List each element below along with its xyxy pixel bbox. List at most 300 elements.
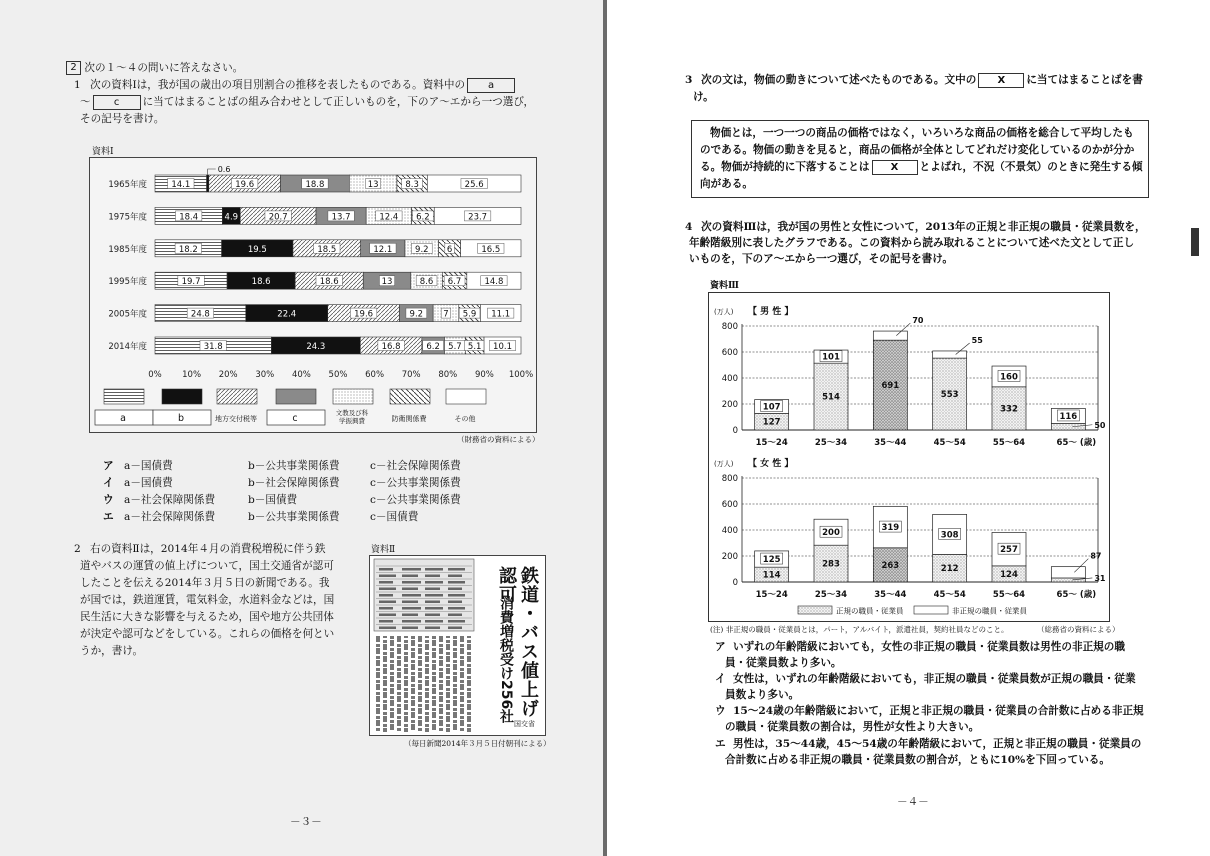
news-body-text <box>390 644 394 646</box>
news-body-text <box>460 684 464 688</box>
news-body-text <box>418 724 422 726</box>
news-body-text <box>446 696 450 698</box>
news-body-text <box>397 708 401 712</box>
news-body-text <box>446 728 450 732</box>
news-body-text <box>446 688 450 691</box>
news-body-text <box>376 636 380 640</box>
news-body-text <box>453 720 457 723</box>
news-body-text <box>425 680 429 684</box>
news-body-text <box>432 664 436 668</box>
news-body-text <box>397 644 401 647</box>
news-body-text <box>432 688 436 692</box>
value-label: 9.2 <box>415 244 429 255</box>
bar-nonregular <box>933 351 967 358</box>
news-body-text <box>404 636 408 638</box>
news-body-text <box>446 676 450 679</box>
legend-swatch <box>446 389 486 404</box>
news-body-text <box>404 648 408 650</box>
value-label: 12.4 <box>379 212 399 223</box>
news-table-text <box>402 568 421 571</box>
news-body-text <box>404 644 408 648</box>
choice-b: b－社会保障関係費 <box>248 477 340 489</box>
question-number-box: 2 <box>66 61 81 75</box>
news-body-text <box>397 728 401 731</box>
news-body-text <box>397 720 401 724</box>
news-body-text <box>397 680 401 683</box>
legend-swatch <box>390 389 430 404</box>
x-tick-label: 25～34 <box>814 438 848 448</box>
news-body-text <box>425 664 429 667</box>
news-body-text <box>418 704 422 707</box>
news-body-text <box>397 704 401 707</box>
news-table-text <box>379 627 396 630</box>
value-label-nonregular: 319 <box>881 523 900 534</box>
q2-line: 民生活に大きな影響を与えるため，国や地方公共団体 <box>80 611 334 623</box>
news-body-text <box>383 664 387 667</box>
news-body-text <box>432 644 436 646</box>
news-body-text <box>411 660 415 663</box>
news-body-text <box>432 724 436 728</box>
news-body-text <box>425 644 429 648</box>
news-body-text <box>432 652 436 656</box>
value-label: 8.6 <box>419 277 434 288</box>
news-body-text <box>418 684 422 688</box>
news-body-text <box>432 668 436 670</box>
bar-regular <box>1051 578 1085 582</box>
legend-label: a <box>120 413 126 424</box>
answer-line-2: 合計数に占める非正規の職員・従業員数の割合が，ともに10%を下回っている。 <box>725 754 1110 766</box>
news-body-text <box>432 660 436 663</box>
legend-label: c <box>292 413 298 424</box>
chart3-note: (注) 非正規の職員・従業員とは，パート，アルバイト，派遣社員，契約社員などのこと。 <box>710 625 1009 634</box>
news-body-text <box>446 716 450 720</box>
news-body-text <box>383 712 387 715</box>
passage-text: る。物価が持続的に下落することは <box>700 161 870 173</box>
answer-line-1: 女性は，いずれの年齢階級においても，非正規の職員・従業員数が正規の職員・従業 <box>733 673 1136 685</box>
news-table-text <box>425 581 443 584</box>
chart3-source: （総務省の資料による） <box>1037 625 1120 634</box>
news-body-text <box>397 712 401 714</box>
value-label: 25.6 <box>464 180 484 190</box>
news-body-text <box>397 692 401 695</box>
news-body-text <box>404 716 408 720</box>
news-body-text <box>376 676 380 678</box>
news-body-text <box>383 700 387 703</box>
news-body-text <box>439 692 443 695</box>
news-body-text <box>425 640 429 643</box>
q3-text-2: に当てはまることばを書 <box>1026 74 1143 86</box>
news-body-text <box>418 688 422 690</box>
y-tick-label: 600 <box>721 500 738 510</box>
bar-segment <box>207 175 209 192</box>
news-body-text <box>376 664 380 666</box>
news-body-text <box>439 648 443 652</box>
news-body-text <box>446 640 450 643</box>
value-label: 18.4 <box>179 212 199 223</box>
news-body-text <box>467 664 471 667</box>
y-tick-label: 400 <box>721 526 738 536</box>
x-tick-label: 35～44 <box>874 590 907 600</box>
value-label: 14.1 <box>171 180 191 190</box>
news-body-text <box>383 644 387 648</box>
news-body-text <box>439 676 443 678</box>
news-body-text <box>460 680 464 683</box>
q4-line1 <box>685 219 1146 236</box>
panel-label: 【 男 性 】 <box>748 307 794 317</box>
news-body-text <box>411 716 415 718</box>
value-label: 19.6 <box>235 180 255 190</box>
x-tick-label: 55～64 <box>992 590 1026 600</box>
news-body-text <box>390 720 394 723</box>
news-body-text <box>439 636 443 640</box>
q1-text-2: に当てはまることばの組み合わせとして正しいものを，下のア～エから一つ選び， <box>142 96 535 108</box>
news-body-text <box>397 652 401 654</box>
news-body-text <box>404 676 408 679</box>
value-label: 16.8 <box>381 342 401 352</box>
value-label-regular: 31 <box>1094 573 1106 583</box>
legend-swatch <box>162 389 202 404</box>
news-body-text <box>453 644 457 646</box>
q2-line: 道やバスの運賃の値上げについて，国土交通省が認可 <box>80 560 334 572</box>
news-table-text <box>425 607 443 610</box>
news-body-text <box>376 680 380 683</box>
news-body-text <box>418 676 422 678</box>
news-body-text <box>446 708 450 710</box>
news-body-text <box>390 684 394 687</box>
news-body-text <box>411 664 415 668</box>
news-body-text <box>432 716 436 718</box>
news-body-text <box>460 640 464 642</box>
news-body-text <box>418 668 422 671</box>
news-body-text <box>376 648 380 652</box>
news-body-text <box>467 644 471 648</box>
news-table-text <box>448 568 465 571</box>
choice-a: a－国債費 <box>124 477 173 489</box>
blank-a: a <box>467 78 515 93</box>
legend-label: 防衛関係費 <box>391 415 427 423</box>
choice-b: b－公共事業関係費 <box>248 511 340 523</box>
q1-text-1: 次の資料Ⅰは，我が国の歳出の項目別割合の推移を表したものである。資料中の <box>90 79 466 91</box>
legend-label: 正規の職員・従業員 <box>836 606 904 616</box>
bar-regular <box>1051 424 1085 431</box>
news-body-text <box>418 656 422 659</box>
news-body-text <box>460 700 464 702</box>
news-body-text <box>390 672 394 675</box>
value-label: 6.2 <box>416 212 430 223</box>
news-body-text <box>425 652 429 655</box>
news-table-text <box>379 607 393 610</box>
value-label-regular: 127 <box>762 417 781 428</box>
news-body-text <box>411 688 415 692</box>
page-number-4: －４－ <box>897 796 929 808</box>
page-number: －３－ <box>290 816 322 828</box>
choice-kana: エ <box>103 511 114 523</box>
news-body-text <box>383 724 387 727</box>
news-body-text <box>418 700 422 702</box>
news-table-text <box>425 614 440 617</box>
news-body-text <box>376 712 380 714</box>
x-tick-label: 40% <box>291 370 311 380</box>
news-body-text <box>397 724 401 726</box>
value-label: 6.2 <box>426 342 440 352</box>
news-body-text <box>404 652 408 655</box>
x-tick-label: 80% <box>438 370 458 380</box>
news-body-text <box>460 672 464 676</box>
answer-kana: ア <box>715 641 726 653</box>
news-body-text <box>397 640 401 642</box>
news-body-text <box>439 660 443 664</box>
news-body-text <box>439 644 443 647</box>
x-tick-label: 90% <box>474 370 494 380</box>
news-body-text <box>432 696 436 699</box>
passage-line-4: 向がある。 <box>700 178 753 190</box>
news-body-text <box>467 660 471 662</box>
news-body-text <box>425 700 429 703</box>
news-body-text <box>467 724 471 727</box>
news-body-text <box>439 664 443 666</box>
tilde: ～ <box>80 96 91 108</box>
legend-swatch <box>276 389 316 404</box>
news-body-text <box>453 664 457 668</box>
news-body-text <box>404 728 408 732</box>
news-body-text <box>453 652 457 656</box>
news-table-text <box>448 614 462 617</box>
x-tick-label: 15～24 <box>755 438 788 448</box>
choice-kana: ウ <box>103 494 114 506</box>
news-body-text <box>425 660 429 662</box>
news-body-text <box>404 724 408 727</box>
y-tick-label: 0 <box>732 578 738 588</box>
value-label-regular: 263 <box>881 560 900 571</box>
answer-kana: イ <box>715 673 726 685</box>
news-body-text <box>376 644 380 647</box>
news-body-text <box>404 668 408 672</box>
news-body-text <box>411 676 415 680</box>
choice-kana: ア <box>103 460 114 472</box>
y-tick-label: 200 <box>721 400 738 410</box>
news-body-text <box>467 696 471 698</box>
category-label: 1995年度 <box>108 277 147 288</box>
news-body-text <box>404 680 408 684</box>
news-body-text <box>460 728 464 731</box>
news-body-text <box>390 700 394 704</box>
news-body-text <box>453 724 457 728</box>
value-label-regular: 332 <box>1000 404 1018 415</box>
news-body-text <box>411 680 415 682</box>
news-body-text <box>418 680 422 683</box>
news-body-text <box>446 664 450 667</box>
choice-b: b－公共事業関係費 <box>248 460 340 472</box>
news-body-text <box>425 692 429 696</box>
news-body-text <box>439 696 443 700</box>
news-body-text <box>425 668 429 672</box>
news-body-text <box>404 712 408 715</box>
value-label-nonregular: 308 <box>940 530 959 541</box>
news-body-text <box>453 656 457 658</box>
answer-kana: ウ <box>715 705 726 717</box>
value-label: 18.2 <box>178 244 198 255</box>
news-body-text <box>376 708 380 712</box>
news-body-text <box>390 676 394 680</box>
news-tag: 国交省 <box>514 720 535 728</box>
news-body-text <box>446 692 450 696</box>
news-body-text <box>453 688 457 692</box>
value-label: 14.8 <box>484 277 504 288</box>
news-body-text <box>453 728 457 730</box>
news-body-text <box>425 720 429 722</box>
news-table-text <box>402 581 421 584</box>
news-body-text <box>453 700 457 704</box>
news-body-text <box>439 672 443 676</box>
news-body-text <box>453 712 457 716</box>
news-body-text <box>397 664 401 666</box>
news-body-text <box>390 712 394 716</box>
news-body-text <box>404 664 408 667</box>
news-body-text <box>439 724 443 726</box>
passage-text-b: とよばれ，不況（不景気）のときに発生する傾 <box>919 161 1143 173</box>
news-body-text <box>376 684 380 688</box>
header-text: 次の１～４の問いに答えなさい。 <box>84 62 244 74</box>
news-source: （毎日新聞2014年３月５日付朝刊による） <box>404 739 551 748</box>
news-table-text <box>402 601 418 604</box>
news-body-text <box>411 720 415 723</box>
news-body-text <box>460 704 464 707</box>
news-body-text <box>418 664 422 666</box>
q2-line: したことを伝える2014年３月５日の新聞である。我 <box>80 577 330 589</box>
news-body-text <box>397 668 401 671</box>
x-tick-label: 35～44 <box>874 438 907 448</box>
news-body-text <box>425 716 429 720</box>
x-tick-label: 0% <box>148 370 162 380</box>
news-headline-1: 鉄道・バス値上げ認可 <box>496 566 539 718</box>
news-body-text <box>432 684 436 687</box>
news-body-text <box>376 660 380 664</box>
value-label: 6.7 <box>447 277 462 288</box>
answer-line-2: の職員・従業員数の割合は，男性が女性より大きい。 <box>725 721 980 733</box>
news-body-text <box>460 644 464 647</box>
news-body-text <box>453 676 457 680</box>
value-label-regular: 124 <box>1000 569 1018 580</box>
q2-line: 右の資料Ⅱは，2014年４月の消費税増税に伴う鉄 <box>90 543 326 555</box>
y-tick-label: 0 <box>732 426 738 436</box>
news-table-text <box>425 575 440 578</box>
value-label: 8.3 <box>405 180 419 190</box>
news-table-text <box>379 575 396 578</box>
news-body-text <box>376 672 380 676</box>
news-body-text <box>397 688 401 690</box>
x-tick-label: 100% <box>508 370 534 380</box>
news-body-text <box>467 692 471 696</box>
value-label-nonregular: 87 <box>1090 551 1102 561</box>
shiryo2-label: 資料Ⅱ <box>371 545 396 555</box>
news-body-text <box>411 696 415 699</box>
value-label: 24.8 <box>190 309 210 320</box>
news-body-text <box>383 640 387 643</box>
category-label: 1975年度 <box>108 212 147 223</box>
news-body-text <box>439 688 443 690</box>
news-body-text <box>446 704 450 708</box>
x-tick-label: 25～34 <box>814 590 848 600</box>
news-body-text <box>453 708 457 711</box>
passage-line-1: 物価とは，一つ一つの商品の価格ではなく，いろいろな商品の価格を総合して平均したも <box>710 127 1134 139</box>
q4-number: 4 <box>685 221 693 233</box>
news-table-text <box>448 607 465 610</box>
value-label: 11.1 <box>491 309 511 320</box>
news-body-text <box>460 708 464 712</box>
value-label-regular: 114 <box>762 570 781 581</box>
news-body-text <box>425 724 429 727</box>
news-body-text <box>390 688 394 692</box>
news-table-text <box>425 588 440 591</box>
news-body-text <box>432 708 436 711</box>
news-table-text <box>379 588 396 591</box>
q3-text-3: け。 <box>693 91 714 103</box>
q1-line1 <box>74 77 515 94</box>
news-body-text <box>411 640 415 644</box>
bar-nonregular <box>873 331 907 340</box>
value-label: 9.2 <box>409 309 424 320</box>
value-label: 5.1 <box>467 342 482 352</box>
news-body-text <box>425 648 429 650</box>
x-tick-label: 10% <box>182 370 202 380</box>
news-body-text <box>439 684 443 688</box>
news-table-text <box>402 588 418 591</box>
value-label: 19.5 <box>247 244 267 255</box>
news-body-text <box>432 672 436 675</box>
page-4 <box>607 0 1210 856</box>
news-body-text <box>390 652 394 656</box>
q3-passage-box <box>691 120 1149 198</box>
news-body-text <box>376 720 380 724</box>
value-label-regular: 283 <box>822 559 840 570</box>
news-body-text <box>460 696 464 700</box>
news-body-text <box>446 644 450 648</box>
news-body-text <box>404 700 408 703</box>
news-body-text <box>467 640 471 643</box>
news-body-text <box>404 656 408 660</box>
news-table-text <box>425 594 443 597</box>
q2-number: 2 <box>74 543 81 555</box>
news-body-text <box>397 700 401 702</box>
news-body-text <box>432 692 436 694</box>
question-2-header <box>66 60 243 77</box>
news-table-text <box>448 588 462 591</box>
news-body-text <box>453 672 457 675</box>
choice-b: b－国債費 <box>248 494 298 506</box>
news-body-text <box>460 724 464 726</box>
news-body-text <box>467 708 471 710</box>
news-body-text <box>439 708 443 712</box>
news-body-text <box>390 668 394 670</box>
news-body-text <box>446 660 450 662</box>
q3-text-1: 次の文は，物価の動きについて述べたものである。文中の <box>701 74 977 86</box>
news-table-text <box>402 614 418 617</box>
news-headline-2: 消費増税受け256社 <box>498 596 514 724</box>
news-body-text <box>411 668 415 670</box>
news-body-text <box>467 672 471 674</box>
news-body-text <box>432 640 436 644</box>
news-table-text <box>425 601 440 604</box>
news-body-text <box>467 668 471 672</box>
news-body-text <box>376 656 380 659</box>
blank-c: c <box>93 95 141 110</box>
choice-a: a－国債費 <box>124 460 173 472</box>
news-body-text <box>446 648 450 650</box>
news-body-text <box>376 652 380 654</box>
news-body-text <box>460 716 464 719</box>
news-table-text <box>448 620 465 623</box>
news-body-text <box>411 672 415 675</box>
